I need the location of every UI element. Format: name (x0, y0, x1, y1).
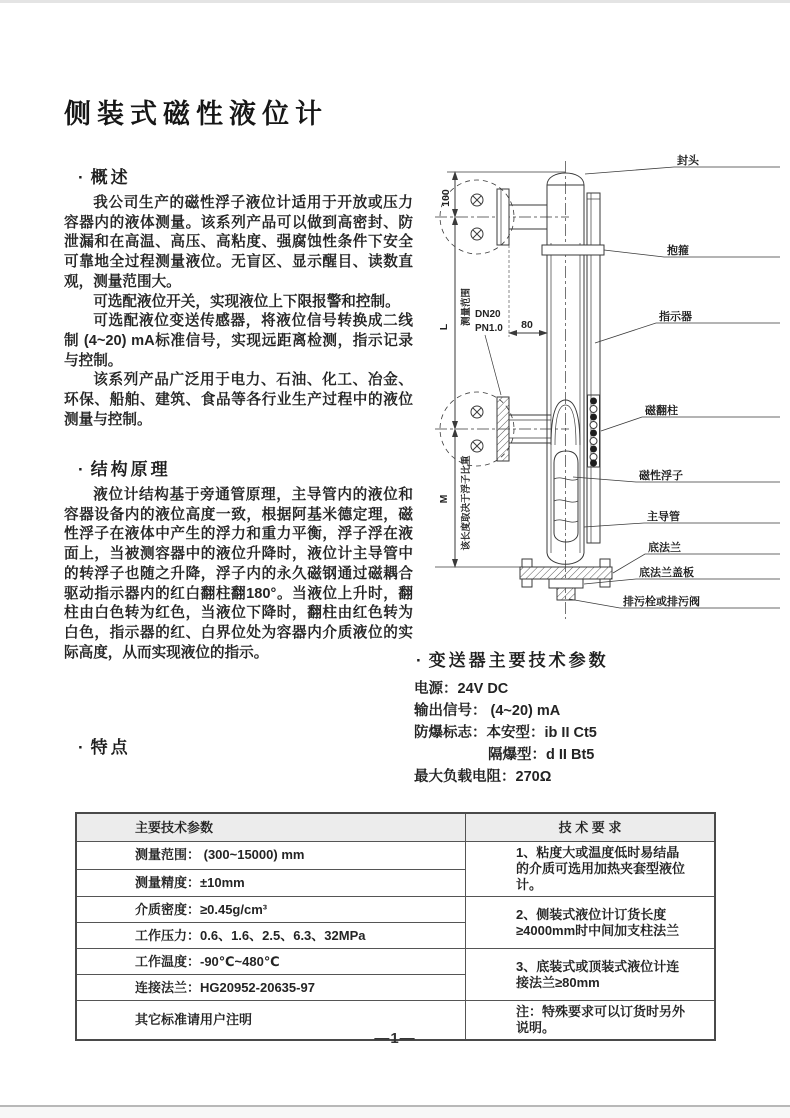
spec-table (75, 812, 716, 1041)
nozzle-pn-label: PN1.0 (475, 323, 503, 334)
bolt-symbol (471, 194, 483, 206)
range-note-label: 测量范围 (461, 287, 472, 327)
page-bottom-margin (0, 1107, 790, 1118)
callout-flip-column: 磁翻柱 (645, 405, 678, 417)
param-line: 防爆标志：本安型：ib II Ct5 (414, 725, 597, 741)
paragraph: 我公司生产的磁性浮子液位计适用于开放或压力容器内的液体测量。该系列产品可以做到高密封、防泄漏和在高温、高压、高粘度、强腐蚀性条件下安全可靠地全过程测量液位。无盲区、显示醒目、读数直观，测量范围大。 (64, 195, 413, 290)
requirement-cell: 3、底装式或顶装式液位计连接法兰≥80mm (466, 949, 716, 1001)
right-header-cell: 技 术 要 求 (466, 813, 716, 842)
flip-column-beads (590, 398, 597, 467)
param-cell: 连接法兰：HG20952-20635-97 (76, 975, 466, 1001)
page-top-edge (0, 0, 790, 3)
overview-text (64, 194, 413, 430)
features-heading-text: 特点 (90, 738, 131, 757)
param-cell: 介质密度：≥0.45g/cm³ (76, 897, 466, 923)
requirement-cell: 1、粘度大或温度低时易结晶的介质可选用加热夹套型液位计。 (466, 842, 716, 897)
transmitter-heading-text: 变送器主要技术参数 (428, 651, 609, 670)
callout-bottom-flange: 底法兰 (648, 542, 681, 554)
callout-bottom-flange-cover: 底法兰盖板 (639, 567, 694, 579)
bolt-symbol (471, 406, 483, 418)
lower-flange (497, 397, 509, 461)
param-line: 隔爆型：d II Bt5 (488, 747, 595, 763)
dim-M-label: M (438, 494, 450, 504)
bullet: · (78, 460, 84, 479)
param-cell: 其它标准请用户注明 (76, 1001, 466, 1041)
param-cell: 测量范围： (300~15000) mm (76, 842, 466, 870)
section-heading-principle (78, 455, 171, 480)
bullet: · (78, 168, 84, 187)
requirement-cell: 2、侧装式液位计订货长度≥4000mm时中间加支柱法兰 (466, 897, 716, 949)
param-line: 电源：24V DC (414, 681, 509, 697)
callout-clamp: 抱箍 (667, 245, 689, 257)
drain-plug (557, 588, 575, 600)
bolt-symbol (471, 440, 483, 452)
callout-head: 封头 (677, 155, 699, 167)
dim-100-label: 100 (440, 189, 452, 207)
transmitter-params (414, 678, 744, 788)
paragraph: 可选配液位开关，实现液位上下限报警和控制。 (93, 293, 400, 310)
table-row (76, 897, 715, 923)
section-heading-features (78, 733, 131, 758)
paragraph: 该系列产品广泛用于电力、石油、化工、冶金、环保、船舶、建筑、食品等各行业生产过程中的液位测量与控制。 (64, 372, 413, 428)
callout-indicator: 指示器 (659, 311, 692, 323)
page-number: —1— (374, 1030, 416, 1047)
principle-heading-text: 结构原理 (90, 460, 171, 479)
requirement-cell: 注：特殊要求可以订货时另外说明。 (466, 1001, 716, 1041)
param-cell: 测量精度：±10mm (76, 869, 466, 897)
overview-heading-text: 概述 (90, 168, 131, 187)
table-row (76, 842, 715, 870)
section-heading-overview (78, 163, 131, 188)
bullet: · (416, 651, 422, 670)
paragraph: 液位计结构基于旁通管原理，主导管内的液位和容器设备内的液位高度一致，根据阿基米德定理，磁性浮子在液体中产生的浮力和重力平衡，浮子浮在液面上，当被测容器中的液位升降时，液位计主导管中的转浮子也随之升降，浮子内的永久磁钢通过磁耦合驱动指示器内的红白翻柱翻180°。当液位上升时，翻柱由白色转为红色，当液位下降时，翻柱由红色转为白色，指示器的红、白界位处为容器内介质液位的实际高度，从而实现液位的指示。 (64, 487, 413, 661)
flange-bolt (522, 579, 532, 587)
param-cell: 工作温度：-90℃~480℃ (76, 949, 466, 975)
flange-bolt (600, 559, 610, 567)
clamp-band (542, 245, 604, 255)
bolt-symbol (471, 228, 483, 240)
paragraph: 可选配液位变送传感器，将液位信号转换成二线制 (4~20) mA标准信号，实现远距离检测，指示记录与控制。 (64, 313, 413, 369)
flange-bolt (522, 559, 532, 567)
bullet: · (78, 738, 84, 757)
level-gauge-diagram (427, 147, 785, 644)
callout-drain-plug: 排污栓或排污阀 (623, 596, 700, 608)
magnetic-float (554, 451, 578, 542)
dim-80-label: 80 (521, 319, 533, 331)
principle-text (64, 486, 413, 663)
float-note-label: 该长度取决于浮子比重 (461, 455, 472, 551)
table-row (76, 949, 715, 975)
nozzle-dn-label: DN20 (475, 309, 501, 320)
param-line: 最大负载电阻：270Ω (414, 769, 552, 785)
bottom-flange (520, 567, 612, 579)
upper-flange (497, 189, 509, 245)
bottom-flange-cover (549, 579, 583, 588)
nozzle-spec-leader (485, 335, 501, 395)
flange-bolt (600, 579, 610, 587)
section-heading-transmitter (416, 646, 609, 671)
param-line: 输出信号： (4~20) mA (414, 703, 561, 719)
callout-main-pipe: 主导管 (647, 511, 680, 523)
dim-L-label: L (438, 323, 450, 331)
callout-float: 磁性浮子 (639, 470, 683, 482)
left-header-cell: 主要技术参数 (76, 813, 466, 842)
table-header-row (76, 813, 715, 842)
param-cell: 工作压力：0.6、1.6、2.5、6.3、32MPa (76, 923, 466, 949)
page-title: 侧装式磁性液位计 (64, 99, 328, 129)
